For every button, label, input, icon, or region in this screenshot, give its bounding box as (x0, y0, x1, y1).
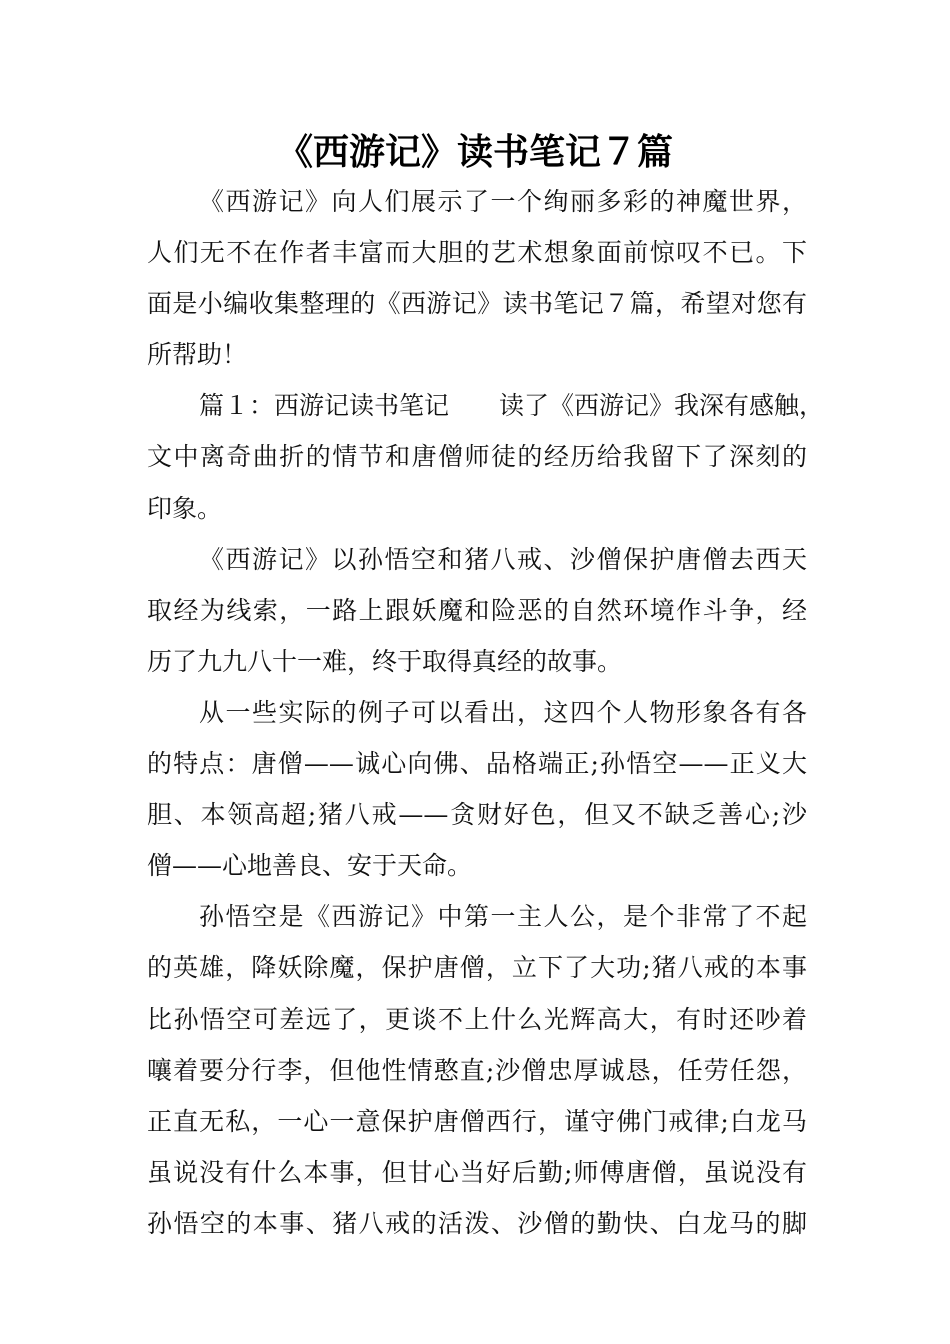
text-line: 胆、本领高超;猪八戒——贪财好色，但又不缺乏善心;沙 (147, 800, 807, 830)
text-line: 印象。 (147, 493, 223, 523)
text-line: 比孙悟空可差远了，更谈不上什么光辉高大，有时还吵着 (147, 1004, 807, 1034)
text-line: 嚷着要分行李，但他性情憨直;沙僧忠厚诚恳，任劳任怨， (147, 1055, 807, 1085)
text-line: 面是小编收集整理的《西游记》读书笔记７篇，希望对您有 (147, 289, 807, 319)
text-line: 人们无不在作者丰富而大胆的艺术想象面前惊叹不已。下 (147, 238, 807, 268)
text-line: 取经为线索，一路上跟妖魔和险恶的自然环境作斗争，经 (147, 595, 807, 625)
text-line: 文中离奇曲折的情节和唐僧师徒的经历给我留下了深刻的 (147, 442, 807, 472)
document-body (147, 176, 825, 1249)
document-title: 《西游记》读书笔记７篇 (276, 131, 673, 173)
text-line: 所帮助！ (147, 340, 248, 370)
text-line: 的特点：唐僧——诚心向佛、品格端正;孙悟空——正义大 (147, 749, 807, 779)
text-line: 《西游记》以孙悟空和猪八戒、沙僧保护唐僧去西天 (199, 544, 807, 574)
text-line: 僧——心地善良、安于天命。 (147, 851, 473, 881)
text-line: 历了九九八十一难，终于取得真经的故事。 (147, 646, 623, 676)
text-line: 正直无私，一心一意保护唐僧西行，谨守佛门戒律;白龙马 (147, 1106, 807, 1136)
text-line: 虽说没有什么本事，但甘心当好后勤;师傅唐僧，虽说没有 (147, 1157, 807, 1187)
text-line: 孙悟空是《西游记》中第一主人公，是个非常了不起 (199, 902, 807, 932)
text-line: 孙悟空的本事、猪八戒的活泼、沙僧的勤快、白龙马的脚 (147, 1208, 807, 1238)
text-line: 《西游记》向人们展示了一个绚丽多彩的神魔世界， (199, 187, 807, 216)
text-line: 篇１：西游记读书笔记 读了《西游记》我深有感触， (199, 391, 825, 421)
text-line: 从一些实际的例子可以看出，这四个人物形象各有各 (199, 697, 807, 727)
text-line: 的英雄，降妖除魔，保护唐僧，立下了大功;猪八戒的本事 (147, 953, 807, 983)
